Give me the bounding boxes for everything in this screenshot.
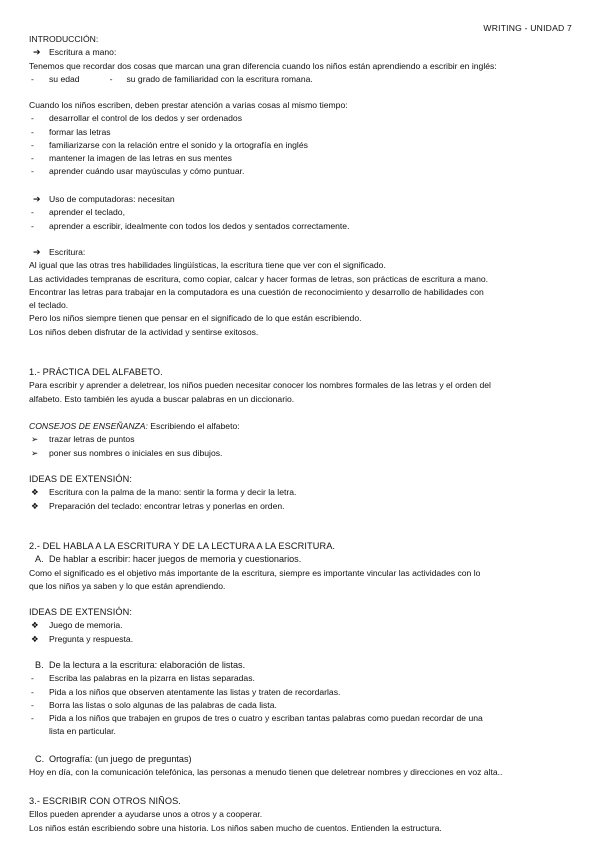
- tips-block: [29, 420, 589, 460]
- writing-line: Los niños deben disfrutar de la actividad y sentirse exitosos.: [29, 326, 259, 337]
- factor-familiarity: su grado de familiaridad con la escritura romana.: [126, 73, 313, 84]
- list-item: - mantener la imagen de las letras en sus mentes: [29, 152, 589, 165]
- document-header: WRITING - UNIDAD 7: [483, 23, 572, 33]
- writing-line: el teclado.: [29, 300, 69, 311]
- subsection-c-text: Hoy en día, con la comunicación telefónica, las personas a menudo tienen que deletrear nombres y direcciones en voz alta..: [29, 767, 503, 778]
- subsection-c-title: Ortografía: (un juego de preguntas): [49, 754, 192, 764]
- hand-heading-row: [29, 46, 589, 59]
- attention-text: Cuando los niños escriben, deben prestar atención a varias cosas al mismo tiempo:: [29, 100, 348, 110]
- writing-line: Pero los niños siempre tienen que pensar en el significado de lo que están escribiendo.: [29, 313, 362, 324]
- factor-age: su edad: [49, 73, 80, 84]
- factors-row: [29, 73, 589, 86]
- subsection-a-line: Como el significado es el objetivo más importante de la escritura, siempre es importante vincular las actividades con lo: [29, 567, 481, 578]
- list-item: ❖ Escritura con la palma de la mano: sentir la forma y decir la letra.: [29, 486, 589, 499]
- arrowhead-icon: ➢: [31, 447, 39, 458]
- list-item: - desarrollar el control de los dedos y ser ordenados: [29, 112, 589, 125]
- letter-marker: A.: [35, 554, 44, 565]
- dash-icon: -: [31, 73, 34, 84]
- subsection-a-title: De hablar a escribir: hacer juegos de memoria y cuestionarios.: [49, 554, 302, 565]
- section-3: [29, 795, 589, 835]
- ideas-block-2: [29, 606, 589, 646]
- dash-icon: -: [31, 220, 34, 231]
- ideas-block-1: [29, 473, 589, 513]
- list-item: ❖ Preparación del teclado: encontrar letras y ponerlas en orden.: [29, 500, 589, 513]
- dash-icon: -: [31, 207, 34, 218]
- arrow-icon: ➔: [33, 194, 41, 204]
- arrowhead-icon: ➢: [31, 434, 39, 445]
- section-2-title: 2.- DEL HABLA A LA ESCRITURA Y DE LA LECTURA A LA ESCRITURA.: [29, 541, 336, 551]
- section-3-title: 3.- ESCRIBIR CON OTROS NIÑOS.: [29, 796, 181, 806]
- list-item: ❖ Juego de memoria.: [29, 619, 589, 632]
- computer-heading: Uso de computadoras: necesitan: [49, 194, 175, 204]
- dash-icon: -: [109, 73, 113, 84]
- dash-icon: -: [31, 699, 34, 710]
- hand-text: Tenemos que recordar dos cosas que marcan una gran diferencia cuando los niños están aprendiendo a escribir en inglés:: [29, 60, 497, 71]
- writing-line: Encontrar las letras para trabajar en la computadora es una cuestión de reconocimiento y desarrollo de habilidades con: [29, 286, 484, 297]
- list-item: - aprender a escribir, idealmente con todos los dedos y sentados correctamente.: [29, 220, 589, 233]
- dash-icon: -: [31, 166, 34, 177]
- writing-heading: Escritura:: [49, 247, 86, 257]
- dash-icon: -: [31, 153, 34, 164]
- section-1-line: Para escribir y aprender a deletrear, los niños pueden necesitar conocer los nombres formales de las letras y el orden del: [29, 380, 491, 391]
- intro-title: INTRODUCCIÓN:: [29, 34, 99, 44]
- list-item: ➢ poner sus nombres o iniciales en sus dibujos.: [29, 447, 589, 460]
- section-1-line: alfabeto. Esto también les ayuda a buscar palabras en un diccionario.: [29, 393, 295, 404]
- subsection-c-heading: [29, 753, 589, 766]
- writing-line: Las actividades tempranas de escritura, como copiar, calcar y hacer formas de letras, son prácticas de escritura a mano.: [29, 273, 489, 284]
- list-item: ❖ Pregunta y respuesta.: [29, 633, 589, 646]
- list-item: - Escriba las palabras en la pizarra en listas separadas.: [29, 672, 589, 685]
- list-item: ➢ trazar letras de puntos: [29, 433, 589, 446]
- dash-icon: -: [31, 686, 34, 697]
- section-2: [29, 540, 589, 593]
- hand-heading: Escritura a mano:: [49, 47, 117, 58]
- subsection-b-title: De la lectura a la escritura: elaboración de listas.: [49, 660, 246, 670]
- section-3-line: Ellos pueden aprender a ayudarse unos a otros y a cooperar.: [29, 809, 263, 820]
- ideas-title: IDEAS DE EXTENSIÓN:: [29, 474, 132, 484]
- subsection-b: [29, 659, 589, 739]
- computer-block: [29, 193, 589, 233]
- letter-marker: C.: [35, 754, 45, 764]
- tips-title: Escribiendo el alfabeto:: [150, 421, 240, 431]
- list-item: - familiarizarse con la relación entre el sonido y la ortografía en inglés: [29, 139, 589, 152]
- subsection-b-heading: [29, 659, 589, 672]
- letter-marker: B.: [35, 660, 44, 670]
- list-item: - formar las letras: [29, 126, 589, 139]
- dash-icon: -: [31, 126, 34, 137]
- arrow-icon: ➔: [33, 47, 41, 58]
- diamond-bullet-icon: ❖: [31, 487, 39, 498]
- subsection-a-heading: [29, 553, 589, 566]
- dash-icon: -: [31, 713, 34, 724]
- ideas-title: IDEAS DE EXTENSIÓN:: [29, 607, 132, 617]
- writing-heading-row: [29, 246, 589, 259]
- diamond-bullet-icon: ❖: [31, 500, 39, 511]
- attention-block: [29, 99, 589, 179]
- tips-label: CONSEJOS DE ENSEÑANZA:: [29, 421, 148, 431]
- dash-icon: -: [31, 139, 34, 150]
- list-item: - aprender el teclado,: [29, 206, 589, 219]
- diamond-bullet-icon: ❖: [31, 620, 39, 631]
- diamond-bullet-icon: ❖: [31, 633, 39, 644]
- section-1-title: 1.- PRÁCTICA DEL ALFABETO.: [29, 367, 163, 377]
- writing-block: [29, 246, 589, 339]
- dash-icon: -: [31, 673, 34, 684]
- list-item: - Borra las listas o solo algunas de las palabras de cada lista.: [29, 699, 589, 712]
- section-3-line: Los niños están escribiendo sobre una historia. Los niños saben mucho de cuentos. Entienden la estructura.: [29, 822, 442, 833]
- subsection-c: [29, 753, 589, 780]
- tips-heading: [29, 420, 589, 433]
- list-item: - aprender cuándo usar mayúsculas y cómo puntuar.: [29, 165, 589, 178]
- dash-icon: -: [31, 113, 34, 124]
- list-item: - Pida a los niños que observen atentamente las listas y traten de recordarlas.: [29, 686, 589, 699]
- list-item: - Pida a los niños que trabajen en grupos de tres o cuatro y escriban tantas palabras como puedan recordar de una: [29, 712, 589, 725]
- section-1: [29, 366, 589, 406]
- list-item-continuation: lista en particular.: [49, 726, 116, 737]
- writing-line: Al igual que las otras tres habilidades lingüísticas, la escritura tiene que ver con el significado.: [29, 260, 386, 271]
- intro-section: [29, 33, 589, 86]
- subsection-a-line: que los niños ya saben y lo que están aprendiendo.: [29, 580, 226, 591]
- arrow-icon: ➔: [33, 247, 41, 257]
- computer-heading-row: [29, 193, 589, 206]
